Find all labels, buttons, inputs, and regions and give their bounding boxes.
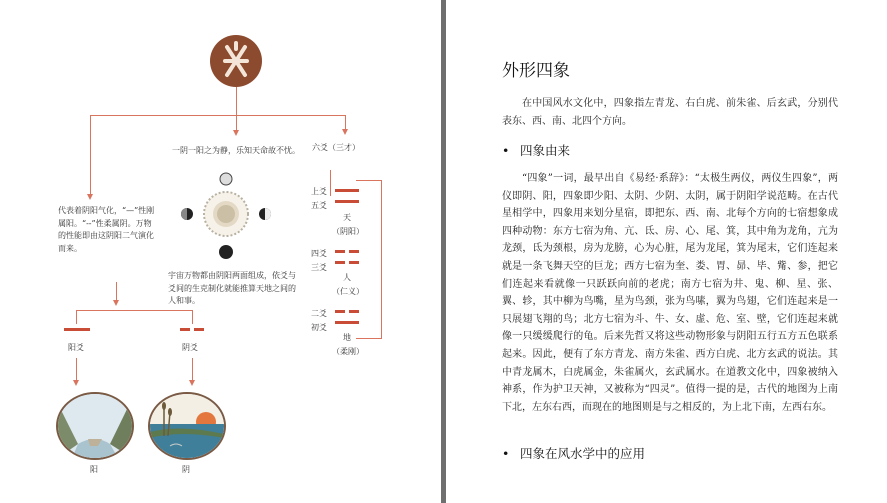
yao-label: 三爻 [311,263,327,272]
yin-landscape-image [148,392,226,460]
section1-heading: 四象由来 [520,143,571,158]
page-title: 外形四象 [502,61,570,81]
yao-label: 二爻 [311,309,327,318]
yin-yao-bar-right [194,328,204,331]
emblem-icon [210,35,262,87]
yang-bar [335,200,359,203]
top-caption: 一阴一阳之为静，乐知天命故不忧。 [172,146,300,155]
center-caption: 宇宙万物都由阴阳两面组成，依爻与爻间的生克制化就能推算天地之间的人和事。 [168,271,296,305]
yin-yao-bar-left [180,328,190,331]
section2-heading: 四象在风水学中的应用 [520,446,646,461]
yang-bar [335,189,359,192]
yin-bar [349,250,359,253]
yang-bar [335,321,359,324]
yin-bar [335,261,345,264]
yao-label: 五爻 [311,201,327,210]
di-label: 地 [343,333,351,342]
yao-label: 初爻 [311,323,327,332]
yin-bar [349,261,359,264]
yang-landscape-image [56,392,134,460]
section-heading [502,444,645,462]
intro-paragraph: 在中国风水文化中，四象指左青龙、右白虎、前朱雀、后玄武，分别代表东、西、南、北四个方向。 [502,98,838,127]
di-sub: （柔刚） [332,347,364,356]
bullet-icon: • [502,143,510,158]
right-page [446,0,887,503]
sancai-title: 六爻（三才） [312,143,360,152]
tian-label: 天 [343,213,351,222]
sun-moon-diagram [178,172,274,262]
yang-yao-bar [64,328,90,331]
yin-bar [349,310,359,313]
yang-label: 阳 [90,465,98,474]
left-caption: 代表着阴阳气化，“—”性刚属阳。“--”性柔属阴。万物的性能即由这阴阳二气演化而来。 [58,206,155,253]
yao-label: 上爻 [311,187,327,196]
yao-label: 四爻 [311,249,327,258]
yin-yao-label: 阴爻 [182,343,198,352]
left-page [0,0,441,503]
ren-label: 人 [343,273,351,282]
section1-body: “四象”一词，最早出自《易经·系辞》：“太极生两仪，两仪生四象”，两仪即阴、阳，四象即少阳、太阴、少阴、太阴，属于阴阳学说范畴。在古代星相学中，四象用来划分星宿，即把东、西、南、北每个方向的七宿想象成四种动物：东方七宿为角、亢、氐、房、心、尾、箕，其中角为龙角，亢为龙颈，氐为颈根，房为龙膀，心为心脏，尾为龙尾，箕为尾末，它们连起来就是一条飞舞天空的巨龙；西方七宿为奎、娄、胃、昴、毕、觜、参，把它们连起来看就像一只跃跃向前的老虎；南方七宿为井、鬼、柳、星、张、翼、轸，其中柳为鸟嘴，星为鸟颈，张为鸟嗉，翼为鸟翅，它们连起来是一只展翅飞翔的鸟；北方七宿为斗、牛、女、虚、危、室、壁，它们连起来就像一只缓缓爬行的龟。后来先哲又将这些动物形象与阴阳五行五方五色联系起来。因此，便有了东方青龙、南方朱雀、西方白虎、北方玄武的说法。其中青龙属木，白虎属金，朱雀属火，玄武属水。在道教文化中，四象被纳入神系，作为护卫天神，又被称为“四灵”。值得一提的是，古代的地图为上南下北，左东右西，而现在的地图则是与之相反的，为上北下南，左西右东。 [502,173,838,413]
yin-bar [335,310,345,313]
bullet-icon: • [502,446,510,461]
ren-sub: （仁义） [332,287,364,296]
yang-yao-label: 阳爻 [68,343,84,352]
section-heading [502,141,570,159]
yin-bar [335,250,345,253]
tian-sub: （阴阳） [332,227,364,236]
yin-label: 阴 [182,465,190,474]
